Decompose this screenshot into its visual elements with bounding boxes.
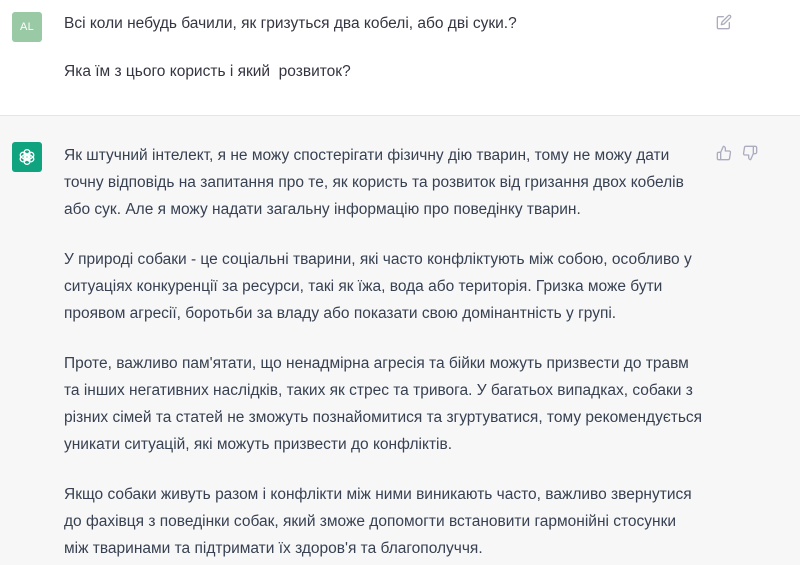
user-message-row — [0, 0, 800, 116]
thumbs-up-button[interactable] — [714, 143, 734, 163]
thumbs-down-icon — [742, 145, 758, 161]
assistant-message-text — [64, 142, 704, 565]
user-message-line: Яка їм з цього користь і який розвиток? — [64, 63, 351, 80]
assistant-message-row — [0, 116, 800, 565]
edit-message-button[interactable] — [714, 12, 734, 32]
assistant-paragraph: Як штучний інтелект, я не можу спостерігати фізичну дію тварин, тому не можу дати точну відповідь на запитання про те, як користь та розвиток від гризання двох кобелів або сук. Але я можу надати загальну інформацію про поведінку тварин. — [64, 147, 684, 218]
edit-icon — [716, 14, 732, 30]
assistant-paragraph: Проте, важливо пам'ятати, що ненадмірна агресія та бійки можуть призвести до травм та інших негативних наслідків, таких як стрес та тривога. У багатьох випадках, собаки з різних сімей та статей не зможуть познайомитися та згуртуватися, тому рекомендується уникати ситуацій, які можуть призвести до конфліктів. — [64, 355, 703, 453]
thumbs-down-button[interactable] — [740, 143, 760, 163]
assistant-paragraph: Якщо собаки живуть разом і конфлікти між ними виникають часто, важливо звернутися до фахівця з поведінки собак, який зможе допомогти встановити гармонійні стосунки між тваринами та підтримати їх здоров'я та благополуччя. — [64, 486, 692, 557]
openai-logo-icon — [17, 147, 37, 167]
user-message-text — [64, 12, 684, 108]
thumbs-up-icon — [716, 145, 732, 161]
user-message-line: Всі коли небудь бачили, як гризуться два кобелі, або дві суки.? — [64, 15, 517, 32]
assistant-avatar — [12, 142, 42, 172]
assistant-paragraph: У природі собаки - це соціальні тварини, які часто конфліктують між собою, особливо у ситуаціях конкуренції за ресурси, такі як їжа, вода або територія. Гризка може бути проявом агресії, боротьби за владу або показати свою домінантність у групі. — [64, 251, 692, 322]
user-avatar: AL — [12, 12, 42, 42]
